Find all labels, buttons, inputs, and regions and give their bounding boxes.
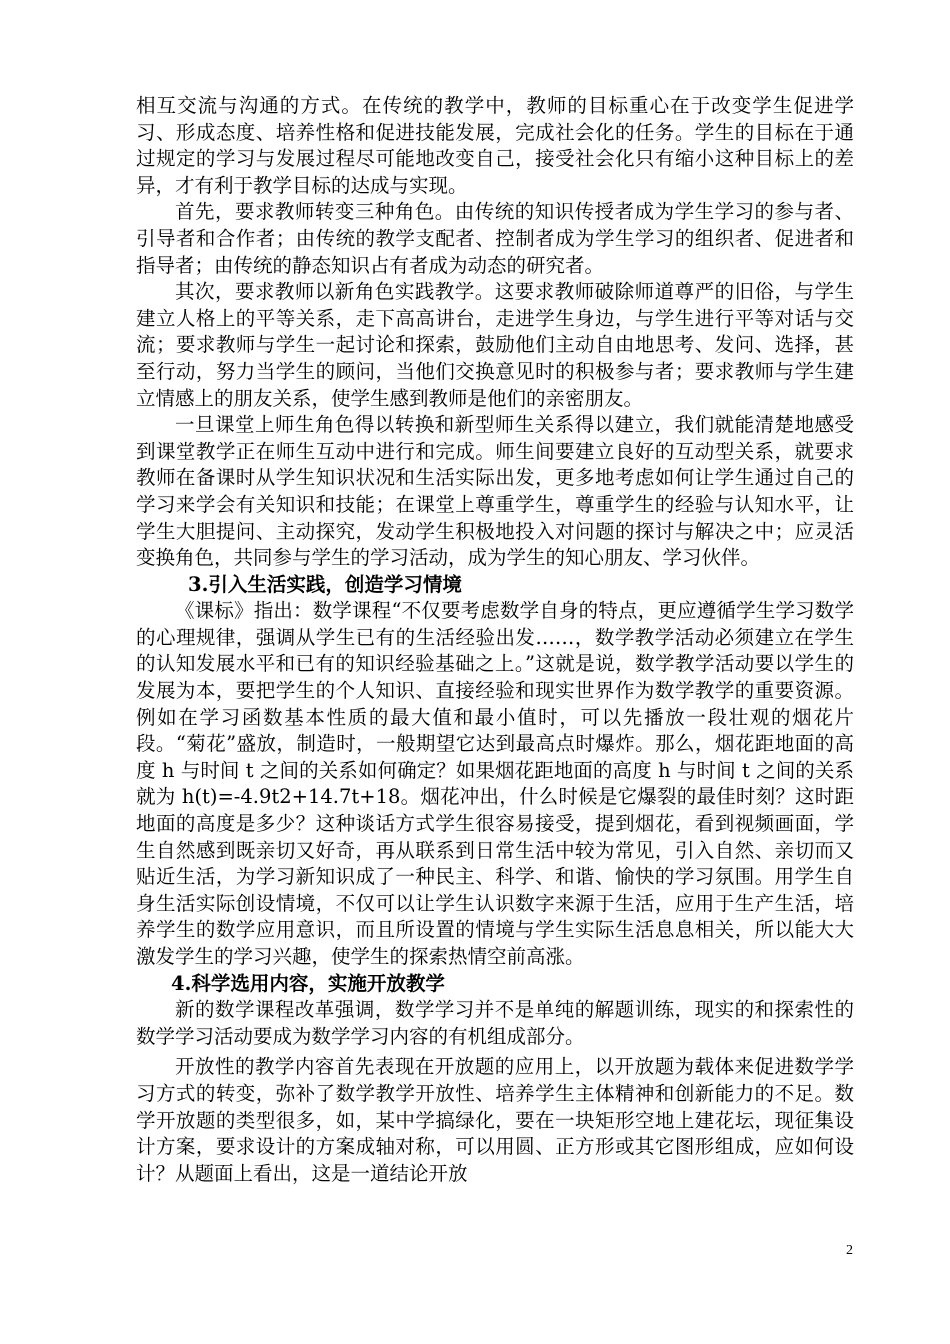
paragraph-continuation: 相互交流与沟通的方式。在传统的教学中，教师的目标重心在于改变学生促进学习、形成态度、培养性格和促进技能发展，完成社会化的任务。学生的目标在于通过规定的学习与发展过程尽可能地改变自己，接受社会化只有缩小这种目标上的差异，才有利于教学目标的达成与实现。 bbox=[136, 94, 854, 197]
paragraph-interaction: 一旦课堂上师生角色得以转换和新型师生关系得以建立，我们就能清楚地感受到课堂教学正在师生互动中进行和完成。师生间要建立良好的互动型关系，就要求教师在备课时从学生知识状况和生活实际出发，更多地考虑如何让学生通过自己的学习来学会有关知识和技能；在课堂上尊重学生，尊重学生的经验与认知水平，让学生大胆提问、主动探究，发动学生积极地投入对问题的探讨与解决之中；应灵活变换角色，共同参与学生的学习活动，成为学生的知心朋友、学习伙伴。 bbox=[136, 413, 854, 570]
paragraph-new-role-practice: 其次，要求教师以新角色实践教学。这要求教师破除师道尊严的旧俗，与学生建立人格上的平等关系，走下高高讲台，走进学生身边，与学生进行平等对话与交流；要求教师与学生一起讨论和探索，鼓励他们主动自由地思考、发问、选择，甚至行动，努力当学生的顾问，当他们交换意见时的积极参与者；要求教师与学生建立情感上的朋友关系，使学生感到教师是他们的亲密朋友。 bbox=[136, 280, 854, 410]
section-heading-3: 3.引入生活实践，创造学习情境 bbox=[188, 572, 462, 596]
paragraph-life-practice: 《课标》指出：数学课程“不仅要考虑数学自身的特点，更应遵循学生学习数学的心理规律，强调从学生已有的生活经验出发……，数学教学活动必须建立在学生的认知发展水平和已有的知识经验基础之上。”这就是说，数学教学活动要以学生的发展为本，要把学生的个人知识、直接经验和现实世界作为数学教学的重要资源。例如在学习函数基本性质的最大值和最小值时，可以先播放一段壮观的烟花片段。“菊花”盛放，制造时，一般期望它达到最高点时爆炸。那么，烟花距地面的高度 h 与时间 t 之间的关系如何确定？如果烟花距地面的高度 h 与时间 t 之间的关系就为 h(t)=-4.9t2+14.7t+18。烟花冲出，什么时候是它爆裂的最佳时刻？这时距地面的高度是多少？这种谈话方式学生很容易接受，提到烟花，看到视频画面，学生自然感到既亲切又好奇，再从联系到日常生活中较为常见，引入自然、亲切而又贴近生活，为学习新知识成了一种民主、科学、和谐、愉快的学习氛围。用学生自身生活实际创设情境，不仅可以让学生认识数字来源于生活，应用于生产生活，培养学生的数学应用意识，而且所设置的情境与学生实际生活息息相关，所以能大大激发学生的学习兴趣，使学生的探索热情空前高涨。 bbox=[136, 599, 854, 968]
paragraph-teacher-roles: 首先，要求教师转变三种角色。由传统的知识传授者成为学生学习的参与者、引导者和合作者；由传统的教学支配者、控制者成为学生学习的组织者、促进者和指导者；由传统的静态知识占有者成为动态的研究者。 bbox=[136, 200, 854, 277]
paragraph-curriculum-reform: 新的数学课程改革强调，数学学习并不是单纯的解题训练，现实的和探索性的数学学习活动要成为数学学习内容的有机组成部分。 bbox=[136, 998, 854, 1048]
section-heading-4: 4.科学选用内容，实施开放教学 bbox=[171, 971, 445, 995]
document-body bbox=[136, 93, 854, 1187]
paragraph-open-content: 开放性的教学内容首先表现在开放题的应用上，以开放题为载体来促进数学学习方式的转变，弥补了数学教学开放性、培养学生主体精神和创新能力的不足。数学开放题的类型很多，如，某中学搞绿化，要在一块矩形空地上建花坛，现征集设计方案，要求设计的方案成轴对称，可以用圆、正方形或其它图形组成，应如何设计？从题面上看出，这是一道结论开放 bbox=[136, 1055, 854, 1185]
page-number: 2 bbox=[846, 1243, 853, 1258]
